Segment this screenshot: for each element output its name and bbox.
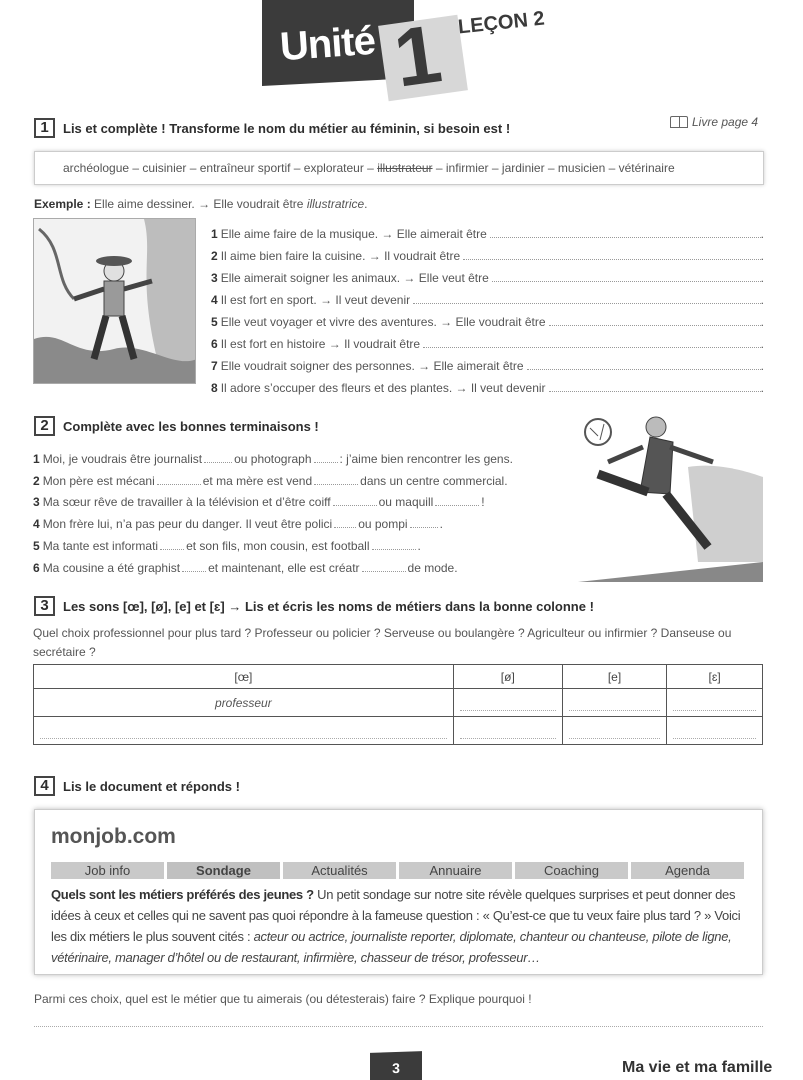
item-number: 6 <box>33 560 40 575</box>
item-number: 1 <box>211 227 218 241</box>
item-text: : j’aime bien rencontrer les gens. <box>339 451 513 466</box>
article-text <box>51 884 751 968</box>
example-end: . <box>364 197 368 211</box>
answer-line <box>460 723 556 739</box>
column-header: [œ] <box>34 665 454 689</box>
answer-line[interactable] <box>413 303 761 304</box>
item-text: Il est fort en histoire → Il voudrait être <box>220 337 421 351</box>
example-answer: illustratrice <box>306 197 365 211</box>
item-text: Elle aimerait soigner les animaux. → Elle veut être <box>220 271 489 285</box>
book-icon <box>670 116 688 128</box>
item-text: ou maquill <box>378 495 434 510</box>
tab-annuaire[interactable]: Annuaire <box>399 862 512 879</box>
article-list: acteur ou actrice, journaliste reporter, diplomate, chanteur ou chanteuse, pilote de ligne, vétérinaire, manager d’hôtel ou de restaurant, infirmière, chasseur de trésor, professeur… <box>51 929 732 965</box>
exercise-1-item: 5 Elle veut voyager et vivre des aventures. → Elle voudrait être . <box>211 315 764 329</box>
item-number: 7 <box>211 359 218 373</box>
article-body: Un petit sondage sur notre site révèle quelques surprises et peut donner des idées à ceux et celles qui ne savent pas quoi répondre à la fameuse question : « Qu’est-ce que tu veux faire plus tard ? » Voici les dix métiers le plus souvent cités : <box>51 887 741 944</box>
table-cell[interactable] <box>667 717 763 745</box>
example-answer: professeur <box>215 695 272 710</box>
example-text: Elle aime dessiner. → Elle voudrait être <box>90 197 307 211</box>
table-row <box>34 717 763 745</box>
table-cell[interactable] <box>453 689 562 717</box>
item-text: Elle voudrait soigner des personnes. → Elle aimerait être <box>220 359 524 373</box>
answer-gap[interactable] <box>435 505 479 506</box>
exercise-1-item: 8 Il adore s’occuper des fleurs et des plantes. → Il veut devenir . <box>211 381 764 395</box>
item-number: 2 <box>211 249 218 263</box>
exercise-title: Lis et complète ! Transforme le nom du métier au féminin, si besoin est ! <box>63 120 511 136</box>
answer-line <box>40 723 447 739</box>
item-text: Ma tante est informati <box>42 538 159 553</box>
exercise-number: 1 <box>34 118 55 138</box>
exercise-1-item: 3 Elle aimerait soigner les animaux. → Elle veut être . <box>211 271 764 285</box>
answer-line <box>673 723 756 739</box>
exercise-number: 2 <box>34 416 55 436</box>
item-text: Il adore s’occuper des fleurs et des plantes. → Il veut devenir <box>220 381 546 395</box>
book-reference-text: Livre page 4 <box>692 115 759 129</box>
column-header: [e] <box>562 665 666 689</box>
answer-line <box>673 695 756 711</box>
example-label: Exemple : <box>34 197 91 211</box>
exercise-title: Les sons [œ], [ø], [e] et [ɛ] → Lis et écris les noms de métiers dans la bonne colonne ! <box>63 598 594 614</box>
table-header-row <box>34 665 763 689</box>
answer-line[interactable] <box>549 325 761 326</box>
item-number: 2 <box>33 473 40 488</box>
item-text: Ma sœur rêve de travailler à la télévision et d’être coiff <box>42 495 331 510</box>
article-intro: Quels sont les métiers préférés des jeunes ? <box>51 887 314 902</box>
item-text: Mon père est mécani <box>42 473 155 488</box>
answer-line <box>569 695 660 711</box>
answer-gap[interactable] <box>157 484 201 485</box>
exercise-2-item <box>33 509 578 531</box>
item-text: et ma mère est vend <box>202 473 313 488</box>
answer-line <box>569 723 660 739</box>
answer-line[interactable] <box>463 259 761 260</box>
answer-gap[interactable] <box>314 462 338 463</box>
site-nav <box>51 862 744 879</box>
unit-number: 1 <box>388 8 447 105</box>
item-text: Il aime bien faire la cuisine. → Il voudrait être <box>220 249 461 263</box>
item-text: ! <box>481 495 485 510</box>
exercise-1-item: 6 Il est fort en histoire → Il voudrait être . <box>211 337 764 351</box>
exercise-3-question: Quel choix professionnel pour plus tard ? Professeur ou policier ? Serveuse ou boulangère ? Agriculteur ou infirmier ? Danseuse ou secrétaire ? <box>33 626 732 659</box>
item-number: 8 <box>211 381 218 395</box>
item-text: . <box>417 538 421 553</box>
table-row <box>34 689 763 717</box>
tab-job-info[interactable]: Job info <box>51 862 164 879</box>
item-text: Mon frère lui, n’a pas peur du danger. Il veut être polici <box>42 517 333 532</box>
exercise-1-item: 2 Il aime bien faire la cuisine. → Il voudrait être . <box>211 249 764 263</box>
exercise-2-item <box>33 466 578 488</box>
answer-line[interactable] <box>549 391 761 392</box>
exercise-2-item <box>33 444 578 466</box>
site-title: monjob.com <box>51 825 176 848</box>
item-text: dans un centre commercial. <box>360 473 508 488</box>
answer-line[interactable] <box>492 281 761 282</box>
table-cell[interactable] <box>562 717 666 745</box>
exercise-2-heading <box>34 416 319 436</box>
item-text: . <box>439 517 443 532</box>
book-reference <box>670 115 758 129</box>
column-header: [ø] <box>453 665 562 689</box>
answer-line[interactable] <box>34 1026 763 1027</box>
answer-line[interactable] <box>527 369 761 370</box>
item-text: Ma cousine a été graphist <box>42 560 181 575</box>
sounds-table <box>33 664 763 745</box>
exercise-1-item: 4 Il est fort en sport. → Il veut devenir . <box>211 293 764 307</box>
footballer-illustration <box>578 412 763 582</box>
item-number: 5 <box>33 538 40 553</box>
answer-gap[interactable] <box>333 505 377 506</box>
exercise-number: 4 <box>34 776 55 796</box>
exercise-1-item: 1 Elle aime faire de la musique. → Elle aimerait être . <box>211 227 764 241</box>
unit-title: Unité <box>278 18 377 70</box>
answer-gap[interactable] <box>362 571 406 572</box>
item-number: 4 <box>211 293 218 307</box>
item-number: 5 <box>211 315 218 329</box>
table-cell[interactable] <box>453 717 562 745</box>
exercise-2-item <box>33 531 578 553</box>
table-cell[interactable] <box>34 689 454 717</box>
answer-line[interactable] <box>490 237 761 238</box>
answer-gap[interactable] <box>160 549 184 550</box>
word-bank <box>34 151 764 185</box>
exercise-2-item <box>33 553 578 575</box>
exercise-1-items <box>211 219 764 395</box>
exercise-1-item: 7 Elle voudrait soigner des personnes. → Elle aimerait être . <box>211 359 764 373</box>
item-text: de mode. <box>407 560 458 575</box>
item-number: 4 <box>33 517 40 532</box>
page-number: 3 <box>370 1051 422 1080</box>
answer-gap[interactable] <box>372 549 416 550</box>
column-header: [ɛ] <box>667 665 763 689</box>
answer-gap[interactable] <box>314 484 358 485</box>
exercise-4-question: Parmi ces choix, quel est le métier que tu aimerais (ou détesterais) faire ? Explique pourquoi ! <box>34 992 532 1006</box>
tab-actualites[interactable]: Actualités <box>283 862 396 879</box>
item-number: 3 <box>33 495 40 510</box>
table-cell[interactable] <box>562 689 666 717</box>
word-bank-text-end: – infirmier – jardinier – musicien – vétérinaire <box>432 161 675 175</box>
example-line <box>34 197 368 211</box>
item-number: 6 <box>211 337 218 351</box>
tab-agenda[interactable]: Agenda <box>631 862 744 879</box>
item-text: Il est fort en sport. → Il veut devenir <box>220 293 411 307</box>
item-number: 3 <box>211 271 218 285</box>
item-text: Elle aime faire de la musique. → Elle aimerait être <box>220 227 487 241</box>
word-bank-text: archéologue – cuisinier – entraîneur sportif – explorateur – <box>63 161 378 175</box>
tab-sondage[interactable]: Sondage <box>167 862 280 879</box>
exercise-3-heading <box>34 596 594 616</box>
explorer-illustration <box>33 218 196 384</box>
word-bank-struck-word: illustrateur <box>377 161 433 175</box>
answer-gap[interactable] <box>204 462 232 463</box>
exercise-1-heading <box>34 118 510 138</box>
answer-line[interactable] <box>423 347 761 348</box>
exercise-2-item <box>33 488 578 510</box>
chapter-title: Ma vie et ma famille <box>622 1059 773 1076</box>
item-text: ou pompi <box>358 517 408 532</box>
item-text: Elle veut voyager et vivre des aventures. → Elle voudrait être <box>220 315 546 329</box>
exercise-number: 3 <box>34 596 55 616</box>
answer-gap[interactable] <box>334 527 356 528</box>
tab-coaching[interactable]: Coaching <box>515 862 628 879</box>
answer-line <box>460 695 556 711</box>
item-text: ou photograph <box>234 451 312 466</box>
item-text: et son fils, mon cousin, est football <box>186 538 370 553</box>
exercise-2-items <box>33 444 578 575</box>
answer-gap[interactable] <box>410 527 438 528</box>
item-number: 1 <box>33 451 40 466</box>
table-cell[interactable] <box>34 717 454 745</box>
website-document <box>34 809 763 975</box>
exercise-title: Complète avec les bonnes terminaisons ! <box>63 418 319 434</box>
exercise-title: Lis le document et réponds ! <box>63 778 240 794</box>
answer-gap[interactable] <box>182 571 206 572</box>
exercise-4-heading <box>34 776 240 796</box>
item-text: Moi, je voudrais être journalist <box>42 451 203 466</box>
lesson-label: LEÇON 2 <box>457 7 546 39</box>
item-text: et maintenant, elle est créatr <box>208 560 360 575</box>
table-cell[interactable] <box>667 689 763 717</box>
